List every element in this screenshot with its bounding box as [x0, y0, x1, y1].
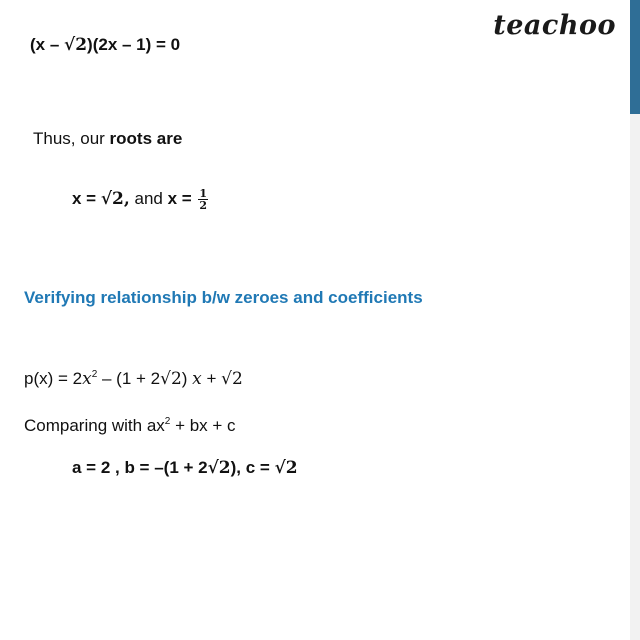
comparing-line	[24, 411, 236, 437]
x1-value: √2,	[100, 189, 130, 209]
section-heading: Verifying relationship b/w zeroes and coefficients	[24, 288, 423, 307]
poly-mid: – (1 + 2	[97, 369, 161, 388]
poly-plus: +	[201, 369, 222, 388]
thus-prefix: Thus, our	[33, 129, 110, 148]
poly-x: x	[82, 369, 92, 389]
coeffs-sqrt-1: √2	[207, 458, 231, 478]
coeffs-mid: ), c =	[230, 458, 275, 477]
factored-rest: )(2x – 1) = 0	[87, 35, 181, 54]
coeffs-sqrt-2: √2	[274, 458, 298, 478]
and-text: and	[129, 189, 168, 208]
poly-exponent: 2	[91, 369, 98, 380]
poly-sqrt-2: √2	[221, 369, 243, 389]
thus-line	[33, 128, 182, 150]
polynomial-line	[24, 364, 243, 390]
compare-exponent: 2	[164, 416, 171, 427]
roots-are-text: roots are	[109, 129, 183, 148]
coefficients-line	[72, 457, 298, 479]
factored-equation	[30, 34, 180, 56]
factored-open: (x –	[30, 35, 65, 54]
fraction-denominator: 2	[199, 199, 208, 213]
poly-p: p(x) = 2	[24, 369, 83, 388]
poly-sqrt-1: √2	[160, 369, 182, 389]
one-half-fraction	[198, 188, 208, 211]
teachoo-logo: teachoo	[493, 10, 616, 41]
x2-label: x =	[167, 189, 192, 208]
poly-close: )	[181, 369, 193, 388]
poly-x-2: x	[192, 369, 202, 389]
roots-line	[72, 188, 208, 211]
x1-label: x =	[72, 189, 101, 208]
compare-rest: + bx + c	[170, 416, 236, 435]
coeffs-ab: a = 2 , b = –(1 + 2	[72, 458, 208, 477]
sqrt-two: √2	[64, 35, 88, 55]
scrollbar-thumb[interactable]	[630, 0, 640, 114]
compare-text: Comparing with ax	[24, 416, 165, 435]
fraction-numerator: 1	[199, 187, 208, 201]
